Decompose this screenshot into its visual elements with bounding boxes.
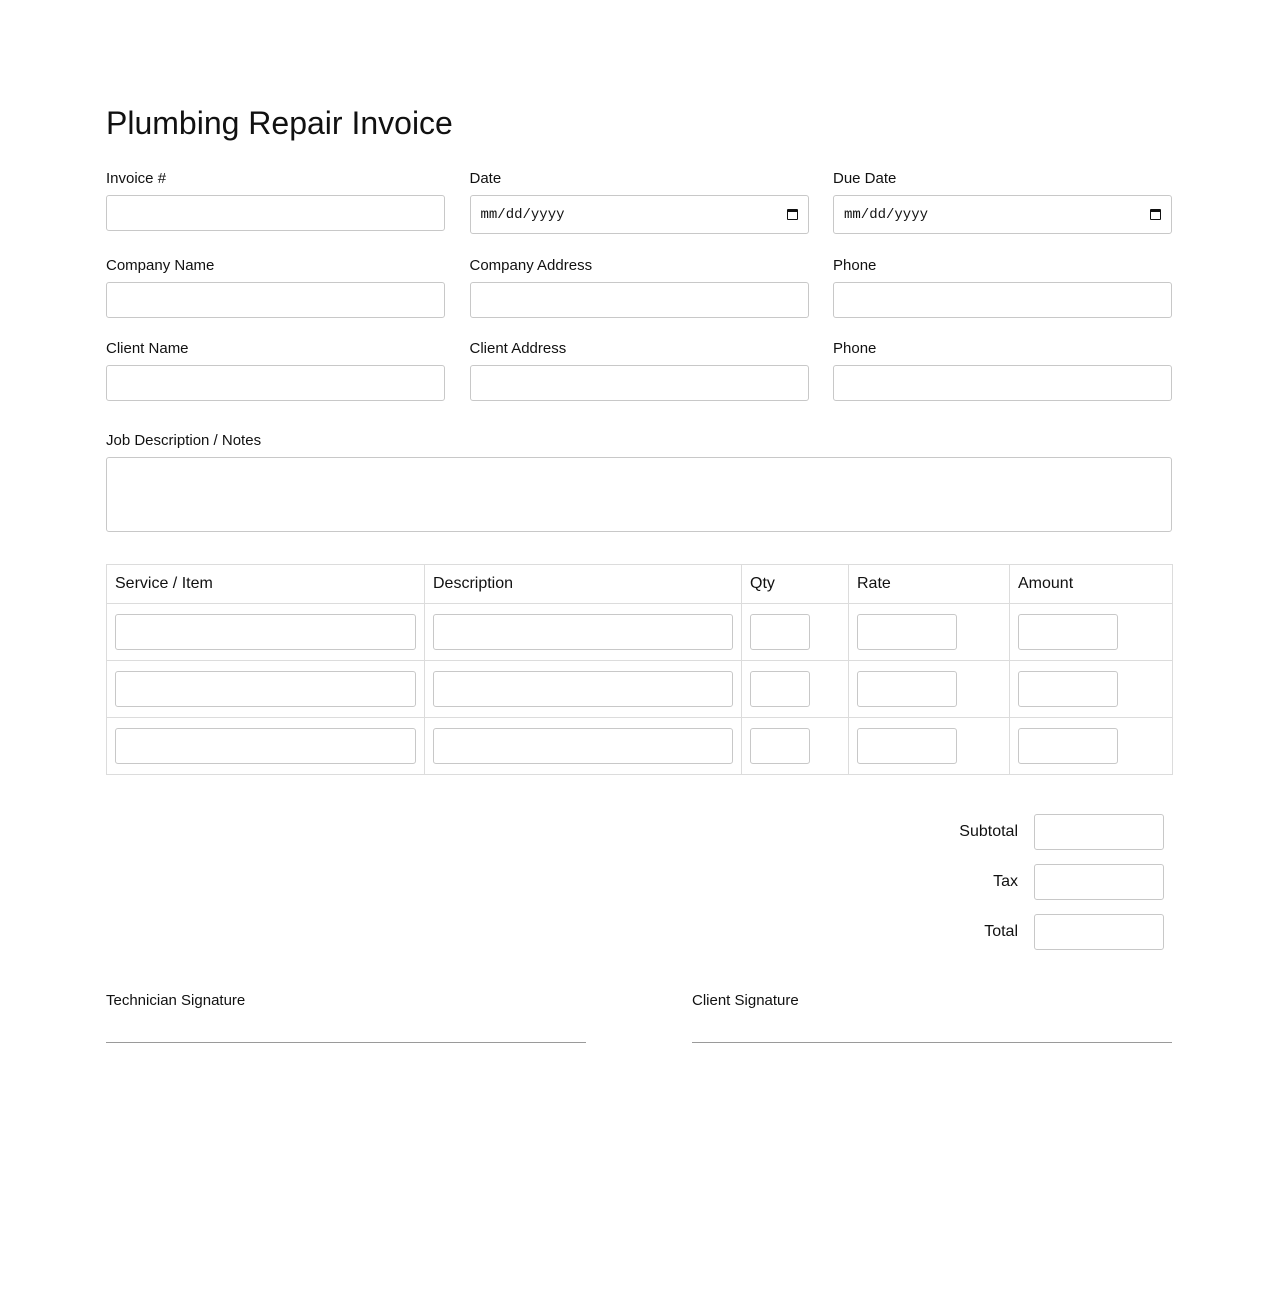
service-cell — [107, 661, 425, 718]
subtotal-label: Subtotal — [959, 823, 1018, 840]
header-amount: Amount — [1010, 565, 1173, 604]
header-service-item: Service / Item — [107, 565, 425, 604]
company-phone-label: Phone — [833, 257, 877, 274]
header-rate: Rate — [849, 565, 1010, 604]
amount-cell — [1010, 718, 1173, 775]
client-phone-input[interactable] — [833, 365, 1172, 401]
due-date-placeholder: mm/dd/yyyy — [844, 206, 929, 223]
company-name-group — [106, 257, 445, 318]
description-cell — [425, 661, 742, 718]
total-input[interactable] — [1034, 914, 1164, 950]
description-input[interactable] — [433, 614, 733, 650]
company-phone-input[interactable] — [833, 282, 1172, 318]
company-address-input[interactable] — [470, 282, 809, 318]
qty-input[interactable] — [750, 728, 810, 764]
total-label: Total — [984, 923, 1018, 940]
company-row — [106, 257, 1172, 318]
invoice-number-group — [106, 170, 445, 234]
client-name-group — [106, 340, 445, 401]
notes-textarea[interactable] — [106, 457, 1172, 532]
page-title: Plumbing Repair Invoice — [106, 105, 453, 141]
rate-input[interactable] — [857, 671, 957, 707]
client-phone-group — [833, 340, 1172, 401]
invoice-meta-row — [106, 170, 1172, 234]
invoice-page — [106, 0, 1172, 1043]
rate-cell — [849, 661, 1010, 718]
client-address-group — [470, 340, 809, 401]
amount-input[interactable] — [1018, 614, 1118, 650]
service-item-input[interactable] — [115, 671, 416, 707]
invoice-number-label: Invoice # — [106, 170, 167, 187]
qty-input[interactable] — [750, 614, 810, 650]
description-input[interactable] — [433, 728, 733, 764]
tax-input[interactable] — [1034, 864, 1164, 900]
header-description: Description — [425, 565, 742, 604]
technician-signature — [106, 992, 586, 1043]
client-phone-label: Phone — [833, 340, 877, 357]
description-cell — [425, 604, 742, 661]
company-name-label: Company Name — [106, 257, 215, 274]
client-name-label: Client Name — [106, 340, 189, 357]
due-date-label: Due Date — [833, 170, 897, 187]
description-cell — [425, 718, 742, 775]
date-placeholder: mm/dd/yyyy — [480, 206, 565, 223]
table-row — [107, 661, 1173, 718]
qty-cell — [742, 604, 849, 661]
subtotal-input[interactable] — [1034, 814, 1164, 850]
amount-input[interactable] — [1018, 728, 1118, 764]
qty-cell — [742, 718, 849, 775]
service-item-input[interactable] — [115, 614, 416, 650]
technician-signature-label: Technician Signature — [106, 992, 246, 1009]
client-row — [106, 340, 1172, 401]
client-address-label: Client Address — [469, 340, 567, 357]
technician-signature-line[interactable] — [106, 1042, 586, 1043]
notes-label: Job Description / Notes — [106, 432, 262, 449]
header-qty: Qty — [742, 565, 849, 604]
client-name-input[interactable] — [106, 365, 445, 401]
calendar-icon[interactable] — [1150, 209, 1161, 220]
amount-input[interactable] — [1018, 671, 1118, 707]
date-label: Date — [469, 170, 502, 187]
rate-input[interactable] — [857, 614, 957, 650]
qty-cell — [742, 661, 849, 718]
signatures-section — [106, 992, 1172, 1043]
date-input[interactable] — [470, 195, 809, 234]
service-item-input[interactable] — [115, 728, 416, 764]
description-input[interactable] — [433, 671, 733, 707]
amount-cell — [1010, 604, 1173, 661]
client-signature — [692, 992, 1172, 1043]
date-group — [470, 170, 809, 234]
client-signature-line[interactable] — [692, 1042, 1172, 1043]
rate-cell — [849, 604, 1010, 661]
line-items-table — [106, 564, 1173, 775]
company-phone-group — [833, 257, 1172, 318]
tax-row — [993, 864, 1164, 900]
table-header-row — [107, 565, 1173, 604]
client-signature-label: Client Signature — [692, 992, 799, 1009]
company-address-group — [470, 257, 809, 318]
amount-cell — [1010, 661, 1173, 718]
invoice-number-input[interactable] — [106, 195, 445, 231]
tax-label: Tax — [993, 873, 1018, 890]
client-address-input[interactable] — [470, 365, 809, 401]
table-row — [107, 718, 1173, 775]
qty-input[interactable] — [750, 671, 810, 707]
service-cell — [107, 718, 425, 775]
subtotal-row — [959, 814, 1164, 850]
totals-section — [106, 814, 1172, 964]
due-date-group — [833, 170, 1172, 234]
rate-cell — [849, 718, 1010, 775]
total-row — [984, 914, 1164, 950]
company-name-input[interactable] — [106, 282, 445, 318]
due-date-input[interactable] — [833, 195, 1172, 234]
notes-group — [106, 432, 1172, 532]
calendar-icon[interactable] — [787, 209, 798, 220]
company-address-label: Company Address — [469, 257, 593, 274]
rate-input[interactable] — [857, 728, 957, 764]
table-row — [107, 604, 1173, 661]
service-cell — [107, 604, 425, 661]
